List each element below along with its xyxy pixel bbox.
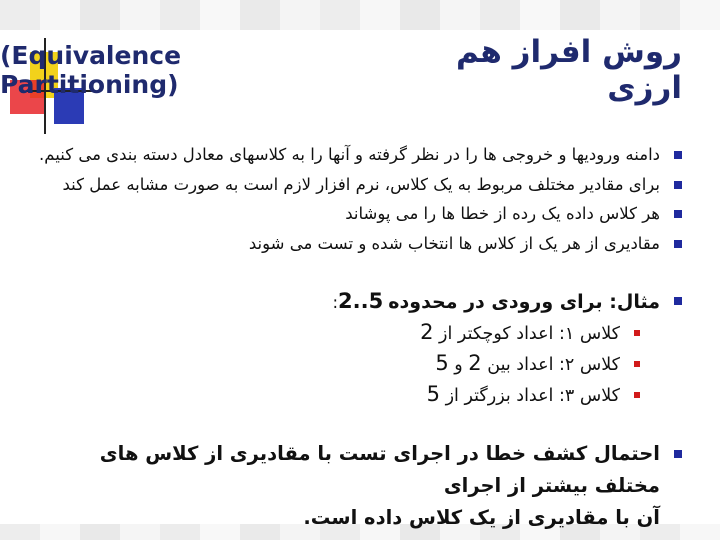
list-item [39, 229, 686, 259]
class-3-number: 5 [426, 382, 441, 406]
conclusion-list [46, 438, 686, 534]
bullet-square-icon [674, 210, 682, 218]
definition-list [39, 140, 686, 258]
bullet-text-3: هر کلاس داده یک رده از خطا ها را می پوشاند [345, 204, 660, 223]
list-item [39, 140, 686, 170]
class-2-number-2: 5 [435, 351, 449, 375]
class-list [420, 318, 646, 411]
bullet-square-icon [674, 151, 682, 159]
example-range: 2..5 [338, 289, 384, 313]
bullet-text-2: برای مقادیر مختلف مربوط به یک کلاس، نرم افزار لازم است به صورت مشابه عمل کند [62, 174, 660, 194]
bullet-square-icon [674, 240, 682, 248]
class-item [420, 349, 646, 380]
class-1-label: کلاس ۱: اعداد کوچکتر از [439, 324, 620, 344]
red-bullet-icon [634, 361, 640, 367]
title-persian: روش افراز هم ارزی [456, 34, 682, 106]
top-checker-band [0, 0, 720, 30]
title-english: (Equivalence Partitioning) [0, 41, 182, 99]
bullet-square-icon [674, 450, 682, 458]
bullet-square-icon [674, 181, 682, 189]
red-bullet-icon [634, 330, 640, 336]
class-2-number: 2 [468, 351, 482, 375]
class-item [420, 318, 646, 349]
class-3-label: کلاس ۳: اعداد بزرگتر از [445, 386, 620, 406]
class-2-connector: و [454, 355, 463, 375]
example-heading [332, 284, 686, 320]
bullet-text-1: دامنه ورودیها و خروجی ها را در نظر گرفته و آنها را به کلاسهای معادل دسته بندی می کنیم. [39, 145, 660, 164]
red-bullet-icon [634, 392, 640, 398]
example-list [332, 284, 686, 320]
example-suffix: : [332, 293, 339, 312]
list-item [39, 170, 686, 200]
class-1-number: 2 [420, 320, 434, 344]
conclusion-line-2: آن با مقادیری از یک کلاس داده است. [303, 506, 660, 529]
list-item [46, 438, 686, 534]
list-item [39, 199, 686, 229]
slide-title [0, 34, 682, 106]
bullet-text-4: مقادیری از هر یک از کلاس ها انتخاب شده و تست می شوند [248, 233, 660, 253]
conclusion-line-1: احتمال کشف خطا در اجرای تست با مقادیری از کلاس های مختلف بیشتر از اجرای [99, 442, 660, 497]
bullet-square-icon [674, 297, 682, 305]
class-item [420, 380, 646, 411]
class-2-label: کلاس ۲: اعداد بین [487, 355, 620, 375]
example-label: مثال: برای ورودی در محدوده [388, 291, 660, 313]
